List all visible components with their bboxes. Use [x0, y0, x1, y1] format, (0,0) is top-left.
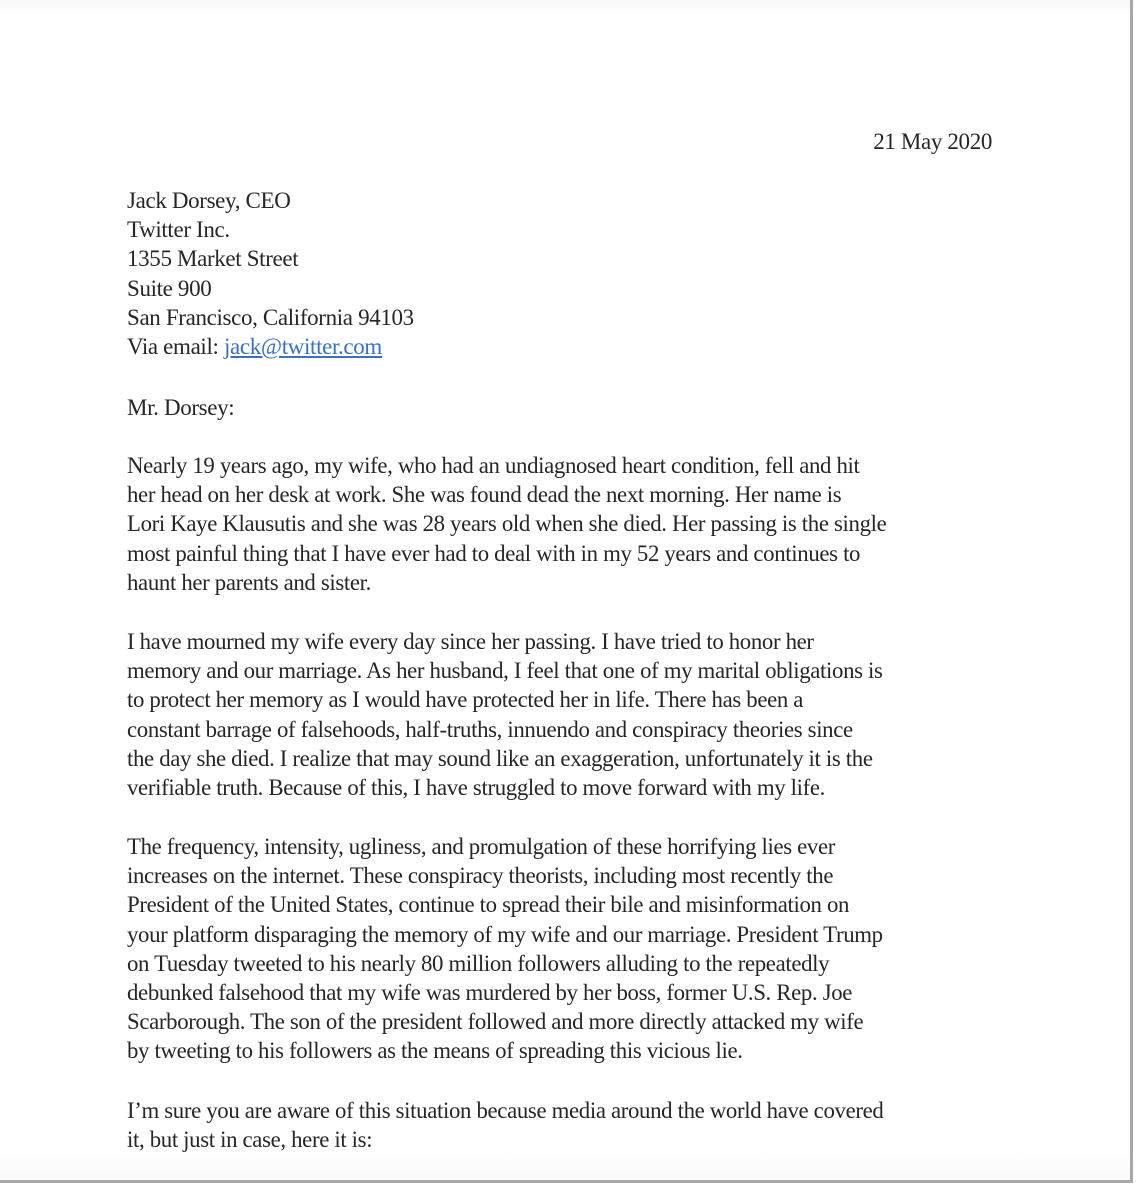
- paragraph-line: I’m sure you are aware of this situation because media around the world have covered: [127, 1098, 884, 1123]
- email-prefix: Via email:: [127, 334, 224, 360]
- paragraph-line: to protect her memory as I would have protected her in life. There has been a: [127, 687, 804, 713]
- paragraph-4: [127, 1096, 1007, 1154]
- recipient-email-line: [127, 332, 414, 361]
- recipient-suite: Suite 900: [127, 275, 212, 301]
- paragraph-line: memory and our marriage. As her husband, I feel that one of my marital obligations is: [127, 658, 883, 684]
- paragraph-line: constant barrage of falsehoods, half-truths, innuendo and conspiracy theories since: [127, 716, 853, 742]
- paragraph-line: Lori Kaye Klausutis and she was 28 years old when she died. Her passing is the single: [127, 511, 887, 537]
- paragraph-line: debunked falsehood that my wife was murdered by her boss, former U.S. Rep. Joe: [127, 980, 853, 1006]
- paragraph-2: [127, 627, 1007, 802]
- paragraph-line: Scarborough. The son of the president followed and more directly attacked my wife: [127, 1009, 864, 1035]
- email-link[interactable]: jack@twitter.com: [223, 334, 382, 360]
- paragraph-line: increases on the internet. These conspiracy theorists, including most recently the: [127, 863, 834, 889]
- paragraph-line: the day she died. I realize that may sound like an exaggeration, unfortunately it is the: [127, 745, 873, 771]
- recipient-company: Twitter Inc.: [127, 217, 230, 243]
- salutation: Mr. Dorsey:: [127, 395, 235, 420]
- recipient-city: San Francisco, California 94103: [127, 304, 414, 330]
- paragraph-line: her head on her desk at work. She was found dead the next morning. Her name is: [127, 482, 842, 508]
- paragraph-line: verifiable truth. Because of this, I have struggled to move forward with my life.: [127, 775, 826, 801]
- paragraph-line: The frequency, intensity, ugliness, and promulgation of these horrifying lies ever: [127, 834, 836, 859]
- paragraph-line: your platform disparaging the memory of my wife and our marriage. President Trump: [127, 921, 883, 947]
- letter-date: 21 May 2020: [873, 129, 992, 154]
- paragraph-line: most painful thing that I have ever had to deal with in my 52 years and continues to: [127, 540, 861, 566]
- paragraph-line: I have mourned my wife every day since her passing. I have tried to honor her: [127, 629, 814, 654]
- paragraph-line: by tweeting to his followers as the means of spreading this vicious lie.: [127, 1038, 743, 1064]
- paragraph-3: [127, 832, 1007, 1066]
- recipient-address: [127, 186, 414, 361]
- paragraph-1: [127, 451, 1007, 597]
- paragraph-line: President of the United States, continue to spread their bile and misinformation on: [127, 892, 850, 918]
- paragraph-line: haunt her parents and sister.: [127, 569, 372, 595]
- paragraph-line: Nearly 19 years ago, my wife, who had an undiagnosed heart condition, fell and hit: [127, 453, 860, 478]
- recipient-street: 1355 Market Street: [127, 246, 299, 272]
- paragraph-line: on Tuesday tweeted to his nearly 80 million followers alluding to the repeatedly: [127, 950, 830, 976]
- recipient-name: Jack Dorsey, CEO: [127, 188, 291, 213]
- paragraph-line: it, but just in case, here it is:: [127, 1127, 373, 1153]
